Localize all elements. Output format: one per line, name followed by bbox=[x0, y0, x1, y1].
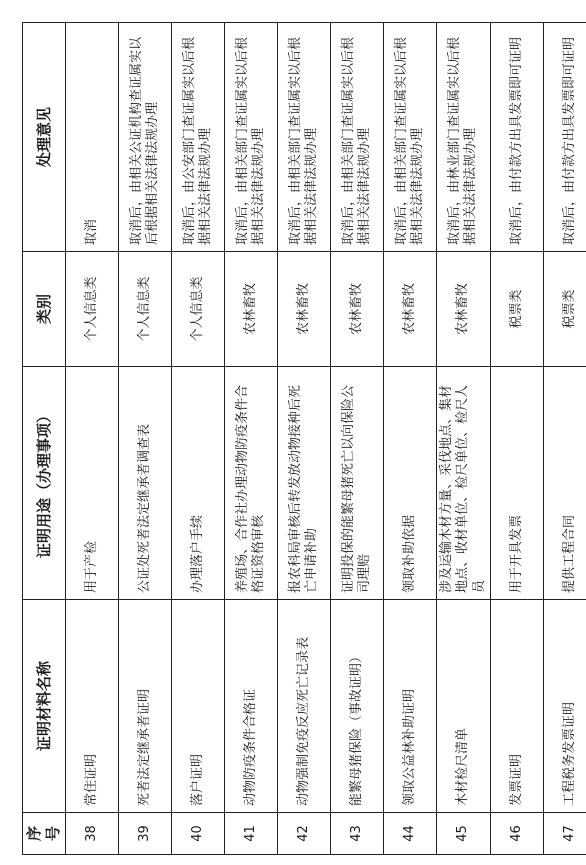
header-category: 类别 bbox=[23, 252, 66, 367]
cell-serial: 47 bbox=[543, 813, 586, 855]
header-purpose: 证明用途（办理事项） bbox=[23, 367, 66, 600]
cell-material-name: 领取公益林补助证明 bbox=[384, 600, 437, 813]
cell-category: 农林畜牧 bbox=[225, 252, 278, 367]
table-row bbox=[490, 23, 543, 855]
header-serial: 序号 bbox=[23, 813, 66, 855]
cell-serial: 45 bbox=[437, 813, 491, 855]
cell-material-name: 工程税务发票证明 bbox=[543, 600, 586, 813]
table-row bbox=[225, 23, 278, 855]
table-row bbox=[66, 23, 119, 855]
table-row bbox=[331, 23, 384, 855]
cell-serial: 41 bbox=[225, 813, 278, 855]
cell-opinion: 取消后，由公安部门查证属实以后根据相关法律法规办理 bbox=[172, 23, 225, 252]
header-material-name: 证明材料名称 bbox=[23, 600, 66, 813]
cell-purpose: 办理落户手续 bbox=[172, 367, 225, 600]
cell-serial: 40 bbox=[172, 813, 225, 855]
certificate-table bbox=[22, 22, 586, 855]
cell-opinion: 取消后，由相关部门查证属实以后根据相关法律法规办理 bbox=[225, 23, 278, 252]
cell-category: 农林畜牧 bbox=[384, 252, 437, 367]
cell-purpose: 领取补助依据 bbox=[384, 367, 437, 600]
table-row bbox=[384, 23, 437, 855]
cell-opinion: 取消后，由相关部门查证属实以后根据相关法律法规办理 bbox=[384, 23, 437, 252]
table-header-row bbox=[23, 23, 66, 855]
cell-purpose: 用于产检 bbox=[66, 367, 119, 600]
cell-opinion: 取消 bbox=[66, 23, 119, 252]
cell-opinion: 取消后，由付款方出具发票即可证明 bbox=[490, 23, 543, 252]
header-opinion: 处理意见 bbox=[23, 23, 66, 252]
cell-material-name: 动物强制免疫反应死亡记录表 bbox=[278, 600, 331, 813]
cell-material-name: 木材检尺清单 bbox=[437, 600, 491, 813]
cell-serial: 38 bbox=[66, 813, 119, 855]
cell-material-name: 常住证明 bbox=[66, 600, 119, 813]
cell-purpose: 证明投保的能繁母猪死亡以向保险公司理赔 bbox=[331, 367, 384, 600]
cell-serial: 43 bbox=[331, 813, 384, 855]
cell-opinion: 取消后，由相关部门查证属实以后根据相关法律法规办理 bbox=[278, 23, 331, 252]
cell-serial: 46 bbox=[490, 813, 543, 855]
cell-material-name: 动物防疫条件合格证 bbox=[225, 600, 278, 813]
cell-category: 税票类 bbox=[543, 252, 586, 367]
cell-purpose: 用于开具发票 bbox=[490, 367, 543, 600]
cell-opinion: 取消后，由相关公证机构查证属实以后根据相关法律法规办理 bbox=[119, 23, 172, 252]
cell-category: 个人信息类 bbox=[66, 252, 119, 367]
table-row bbox=[172, 23, 225, 855]
cell-category: 农林畜牧 bbox=[278, 252, 331, 367]
cell-serial: 42 bbox=[278, 813, 331, 855]
cell-category: 农林畜牧 bbox=[437, 252, 491, 367]
table-row bbox=[437, 23, 491, 855]
table-row bbox=[543, 23, 586, 855]
table-row bbox=[119, 23, 172, 855]
cell-purpose: 涉及运输木材方量、采伐地点、集材地点、收材单位、检尺单位、检尺人员 bbox=[437, 367, 491, 600]
cell-purpose: 报农科局审核后转发放动物接种后死亡申请补助 bbox=[278, 367, 331, 600]
cell-category: 农林畜牧 bbox=[331, 252, 384, 367]
cell-serial: 39 bbox=[119, 813, 172, 855]
cell-material-name: 死者法定继承者证明 bbox=[119, 600, 172, 813]
cell-category: 个人信息类 bbox=[119, 252, 172, 367]
cell-material-name: 能繁母猪保险（事故证明） bbox=[331, 600, 384, 813]
cell-purpose: 公证处死者法定继承者调查表 bbox=[119, 367, 172, 600]
cell-serial: 44 bbox=[384, 813, 437, 855]
cell-material-name: 发票证明 bbox=[490, 600, 543, 813]
cell-purpose: 养殖场、合作社办理动物防疫条件合格证资格审核 bbox=[225, 367, 278, 600]
cell-opinion: 取消后，由付款方出具发票即可证明 bbox=[543, 23, 586, 252]
cell-opinion: 取消后，由相关部门查证属实以后根据相关法律法规办理 bbox=[331, 23, 384, 252]
cell-category: 税票类 bbox=[490, 252, 543, 367]
cell-category: 个人信息类 bbox=[172, 252, 225, 367]
table-row bbox=[278, 23, 331, 855]
cell-material-name: 落户证明 bbox=[172, 600, 225, 813]
cell-opinion: 取消后，由林业部门查证属实以后根据相关法律法规办理 bbox=[437, 23, 491, 252]
cell-purpose: 提供工程合同 bbox=[543, 367, 586, 600]
